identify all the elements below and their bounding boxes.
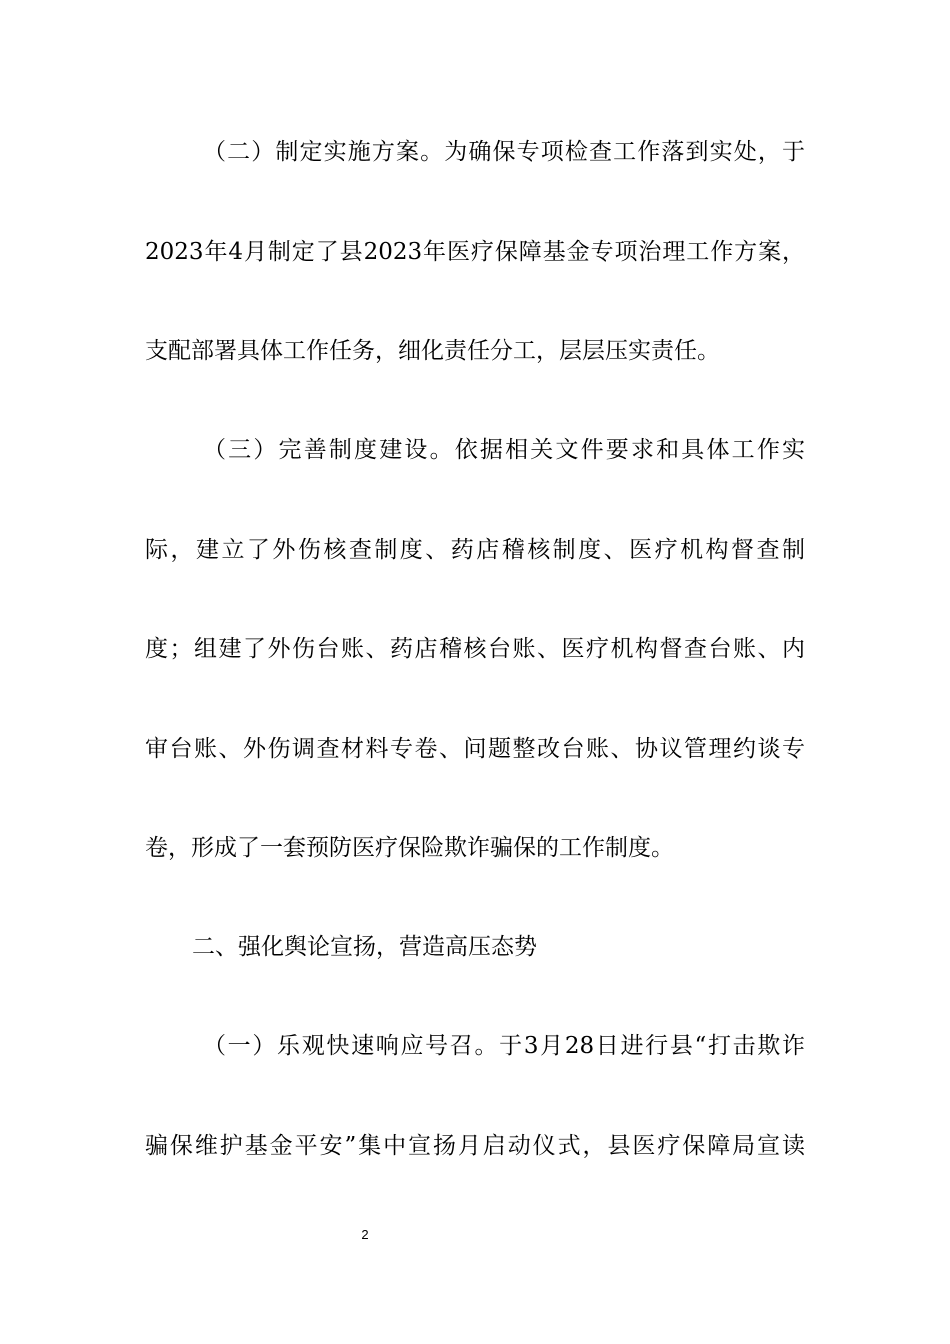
- paragraph-line: 际，建立了外伤核查制度、药店稽核制度、医疗机构督查制: [145, 537, 805, 563]
- paragraph-line: （三）完善制度建设。依据相关文件要求和具体工作实: [203, 437, 805, 463]
- paragraph-line: 度；组建了外伤台账、药店稽核台账、医疗机构督查台账、内: [145, 636, 805, 662]
- paragraph-line: 骗保维护基金平安”集中宣扬月启动仪式，县医疗保障局宣读: [145, 1133, 805, 1159]
- section-heading: 二、强化舆论宣扬，营造高压态势: [192, 934, 537, 960]
- paragraph-line: （二）制定实施方案。为确保专项检查工作落到实处，于: [203, 139, 805, 165]
- paragraph-line: 审台账、外伤调查材料专卷、问题整改台账、协议管理约谈专: [145, 736, 805, 762]
- paragraph-line: （一）乐观快速响应号召。于3月28日进行县“打击欺诈: [203, 1033, 805, 1059]
- paragraph-line: 2023年4月制定了县2023年医疗保障基金专项治理工作方案，: [145, 239, 805, 265]
- page-number: 2: [361, 1227, 369, 1242]
- paragraph-line: 卷，形成了一套预防医疗保险欺诈骗保的工作制度。: [145, 835, 674, 861]
- paragraph-line: 支配部署具体工作任务，细化责任分工，层层压实责任。: [145, 338, 720, 364]
